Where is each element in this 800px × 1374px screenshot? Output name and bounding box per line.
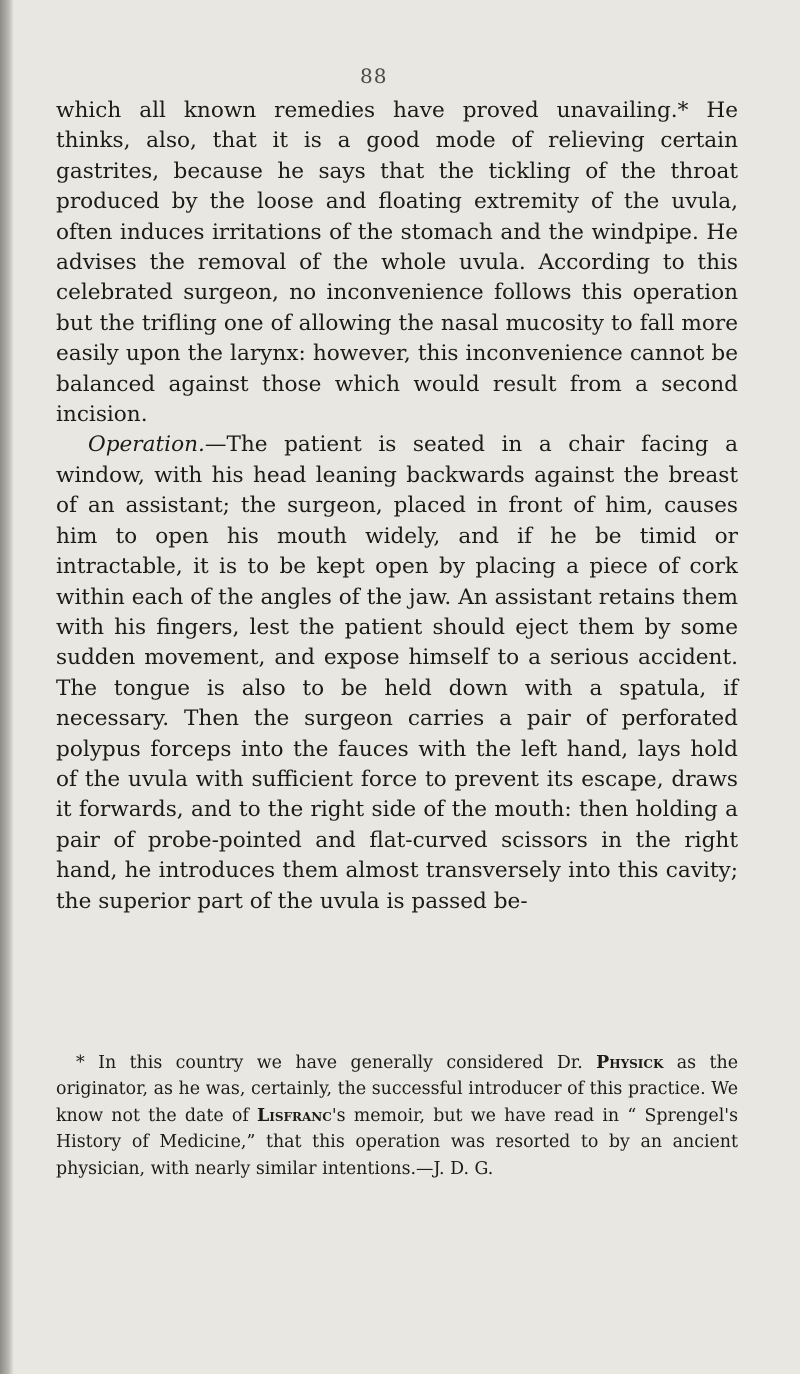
footnote-name-lisfranc: Lisfranc (257, 1105, 332, 1126)
paragraph-operation (56, 430, 738, 917)
footnote-lead: * In this country we have generally considered Dr. (76, 1053, 597, 1073)
operation-text: —The patient is seated in a chair facing a window, with his head leaning backwards against the breast of an assistant; the surgeon, placed in front of him, causes him to open his mouth widely, and if he be timid or intractable, it is to be kept open by placing a piece of cork within each of the angles of the jaw. An assistant retains them with his fingers, lest the patient should eject them by some sudden movement, and expose himself to a serious accident. The tongue is also to be held down with a spatula, if necessary. Then the surgeon carries a pair of perforated polypus forceps into the fauces with the left hand, lays hold of the uvula with sufficient force to prevent its escape, draws it forwards, and to the right side of the mouth: then holding a pair of probe-pointed and flat-curved scissors in the right hand, he introduces them almost transversely into this cavity; the superior part of the uvula is passed be- (56, 432, 738, 914)
page-number: 88 (360, 64, 388, 88)
page-binding-edge (0, 0, 14, 1374)
body-text (56, 96, 738, 917)
footnote-text (56, 1050, 738, 1182)
footnote (56, 1050, 738, 1182)
paragraph-continued: which all known remedies have proved unavailing.* He thinks, also, that it is a good mode of relieving certain gastrites, because he says that the tickling of the throat produced by the loose and floating extremity of the uvula, often induces irritations of the stomach and the windpipe. He advises the removal of the whole uvula. According to this celebrated surgeon, no inconvenience follows this operation but the trifling one of allowing the nasal mucosity to fall more easily upon the larynx: however, this inconvenience cannot be balanced against those which would result from a second incision. (56, 98, 738, 428)
footnote-tail: 's memoir, but we have read in “ Sprengel's History of Medicine,” that this operation was resorted to by an ancient physician, with nearly similar intentions.—J. D. G. (56, 1105, 738, 1179)
footnote-name-physick: Physick (596, 1053, 664, 1073)
operation-heading: Operation. (88, 432, 205, 458)
footnote-mid: as the originator, as he was, certainly, the successful introducer of this practice. We know not the date of (56, 1053, 738, 1126)
